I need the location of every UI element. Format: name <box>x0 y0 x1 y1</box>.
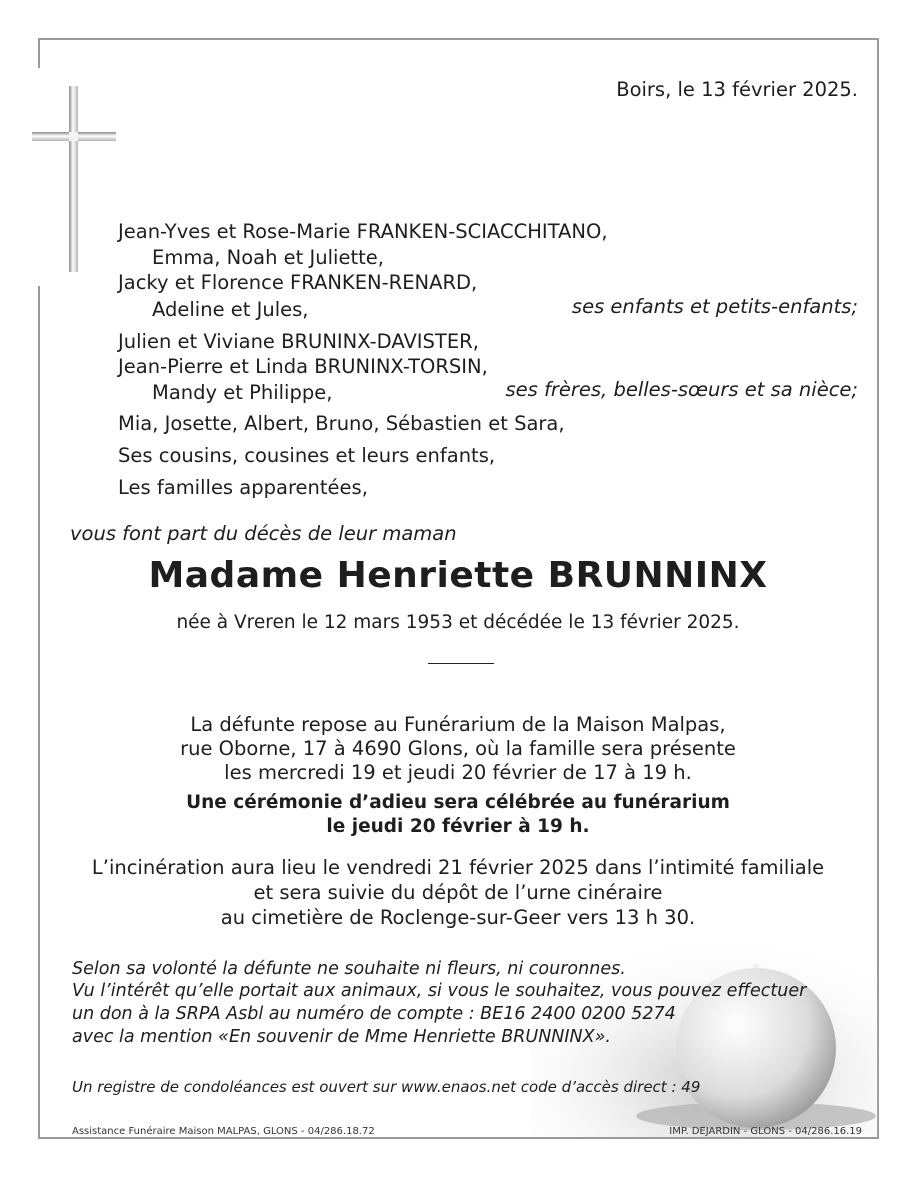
repose-line: La défunte repose au Funérarium de la Maison Malpas, <box>190 713 726 736</box>
cremation-line: et sera suivie du dépôt de l’urne cinéraire <box>253 881 663 904</box>
repose-line: rue Oborne, 17 à 4690 Glons, où la famille sera présente <box>180 737 736 760</box>
family-line: Jean-Pierre et Linda BRUNINX-TORSIN, <box>118 355 488 378</box>
ceremony-line: le jeudi 20 février à 19 h. <box>326 816 590 837</box>
family-line: Ses cousins, cousines et leurs enfants, <box>118 444 496 467</box>
cremation-line: L’incinération aura lieu le vendredi 21 février 2025 dans l’intimité familiale <box>91 856 825 879</box>
deceased-name: Madame Henriette BRUNNINX <box>148 555 768 596</box>
repose-line: les mercredi 19 et jeudi 20 février de 17 à 19 h. <box>224 761 692 784</box>
frame-left-bottom <box>38 286 40 1139</box>
frame-top <box>38 38 879 40</box>
cremation-line: au cimetière de Roclenge-sur-Geer vers 13 h 30. <box>220 906 696 929</box>
wishes-line: avec la mention «En souvenir de Mme Henriette BRUNNINX». <box>72 1027 611 1047</box>
relation-siblings: ses frères, belles-sœurs et sa nièce; <box>505 378 858 401</box>
divider <box>428 663 494 664</box>
relation-children: ses enfants et petits-enfants; <box>571 295 858 318</box>
place-date: Boirs, le 13 février 2025. <box>616 78 858 101</box>
family-line: Mandy et Philippe, <box>152 381 333 404</box>
footer-funeral-home: Assistance Funéraire Maison MALPAS, GLONS - 04/286.18.72 <box>72 1126 375 1137</box>
frame-left-top <box>38 38 40 68</box>
footer-printer: IMP. DEJARDIN - GLONS - 04/286.16.19 <box>669 1126 862 1137</box>
announcement-intro: vous font part du décès de leur maman <box>70 522 457 545</box>
ceremony-line: Une cérémonie d’adieu sera célébrée au funérarium <box>186 792 730 813</box>
frame-bottom <box>38 1137 879 1139</box>
family-line: Mia, Josette, Albert, Bruno, Sébastien et Sara, <box>118 412 565 435</box>
family-line: Emma, Noah et Juliette, <box>152 246 384 269</box>
family-line: Jacky et Florence FRANKEN-RENARD, <box>118 271 478 294</box>
family-line: Adeline et Jules, <box>152 298 309 321</box>
wishes-line: Vu l’intérêt qu’elle portait aux animaux, si vous le souhaitez, vous pouvez effectuer <box>72 981 807 1001</box>
birth-death-dates: née à Vreren le 12 mars 1953 et décédée le 13 février 2025. <box>176 612 740 633</box>
cross-icon <box>32 86 116 272</box>
family-line: Les familles apparentées, <box>118 476 368 499</box>
wishes-line: Selon sa volonté la défunte ne souhaite ni fleurs, ni couronnes. <box>72 959 626 979</box>
condolence-register: Un registre de condoléances est ouvert sur www.enaos.net code d’accès direct : 49 <box>72 1078 701 1096</box>
family-line: Julien et Viviane BRUNINX-DAVISTER, <box>118 330 479 353</box>
wishes-line: un don à la SRPA Asbl au numéro de compte : BE16 2400 0200 5274 <box>72 1004 676 1024</box>
family-line: Jean-Yves et Rose-Marie FRANKEN-SCIACCHITANO, <box>118 220 608 243</box>
